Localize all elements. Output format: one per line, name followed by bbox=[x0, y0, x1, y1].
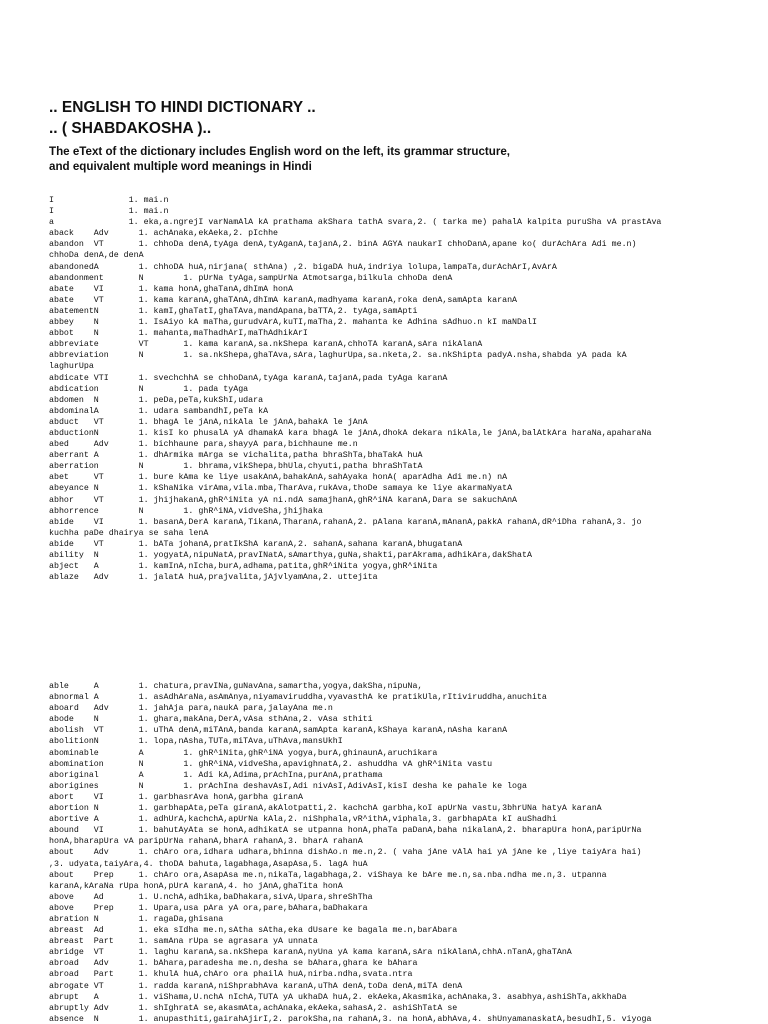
dictionary-entry-line: abject A 1. kamInA,nIcha,burA,adhama,patita,ghR^iNita yogya,ghR^iNita bbox=[49, 562, 438, 572]
dictionary-entry-line: abide VT 1. bATa johanA,pratIkShA karanA,2. sahanA,sahana karanA,bhugatanA bbox=[49, 539, 463, 549]
dictionary-entry-line: I 1. mai.n bbox=[49, 207, 169, 217]
dictionary-entry-line: abominable A 1. ghR^iNita,ghR^iNA yogya,burA,ghinaunA,aruchikara bbox=[49, 748, 438, 758]
dictionary-entry-line: abate VT 1. kama karanA,ghaTAnA,dhImA karanA,madhyama karanA,roka denA,samApta karanA bbox=[49, 295, 518, 305]
dictionary-entry-line: laghurUpa bbox=[49, 362, 94, 372]
dictionary-entry-line: abeyance N 1. kShaNika virAma,vila.mba,TharAva,rukAva,thoDe samaya ke liye akarmaNyatA bbox=[49, 484, 513, 494]
dictionary-entry-line: abduct VT 1. bhagA le jAnA,nikAla le jAnA,bahakA le jAnA bbox=[49, 417, 368, 427]
dictionary-entry-line: abolish VT 1. uThA denA,miTAnA,banda karanA,samApta karanA,kShaya karanA,nAsha karanA bbox=[49, 726, 508, 736]
dictionary-entry-line: abet VT 1. bure kAma ke liye usakAnA,bahakAnA,sahAyaka honA( aparAdha Adi me.n) nA bbox=[49, 473, 508, 483]
dictionary-entry-line: abdomen N 1. peDa,peTa,kukShI,udara bbox=[49, 395, 264, 405]
dictionary-entry-line: I 1. mai.n bbox=[49, 196, 169, 205]
dictionary-entry-line: aboard Adv 1. jahAja para,naukA para,jalayAna me.n bbox=[49, 704, 333, 714]
dictionary-entry-line: abruptly Adv 1. shIghratA se,akasmAta,achAnaka,ekAeka,sahasA,2. ashiShTatA se bbox=[49, 1003, 458, 1013]
dictionary-entry-line: aborigines N 1. prAchIna deshavAsI,Adi nivAsI,AdivAsI,kisI desha ke pahale ke loga bbox=[49, 781, 527, 791]
dictionary-entry-line: abdication N 1. pada tyAga bbox=[49, 384, 249, 394]
page-title: .. ENGLISH TO HINDI DICTIONARY .. bbox=[49, 99, 316, 116]
dictionary-entry-line: abed Adv 1. bichhaune para,shayyA para,bichhaune me.n bbox=[49, 440, 358, 450]
intro-line: The eText of the dictionary includes English word on the left, its grammar structure, bbox=[49, 145, 511, 158]
dictionary-entry-line: about Adv 1. chAro ora,idhara udhara,bhinna dishAo.n me.n,2. ( vaha jAne vAlA hai yA jAne ke ,liye taiyAra hai) bbox=[49, 848, 642, 858]
dictionary-entry-line: ability N 1. yogyatA,nipuNatA,pravINatA,sAmarthya,guNa,shakti,parAkrama,adhikAra,dakShatA bbox=[49, 551, 532, 560]
intro-text bbox=[49, 144, 749, 174]
dictionary-entry-line: abrogate VT 1. radda karanA,niShprabhAva karanA,uThA denA,toDa denA,miTA denA bbox=[49, 981, 463, 991]
dictionary-entry-line: aboriginal A 1. Adi kA,Adima,prAchIna,purAnA,prathama bbox=[49, 770, 383, 780]
dictionary-entry-line: aberration N 1. bhrama,vikShepa,bhUla,chyuti,patha bhraShTatA bbox=[49, 462, 423, 472]
dictionary-entry-line: aback Adv 1. achAnaka,ekAeka,2. pIchhe bbox=[49, 229, 279, 239]
dictionary-entry-line: abrupt A 1. viShama,U.nchA nIchA,TUTA yA ukhaDA huA,2. ekAeka,Akasmika,achAnaka,3. asabhya,ashiShTa,akkhaDa bbox=[49, 992, 627, 1002]
dictionary-entry-line: abreast Ad 1. eka sIdha me.n,sAtha sAtha,eka dUsare ke bagala me.n,barAbara bbox=[49, 926, 458, 936]
dictionary-entry-line: abdicate VTI 1. svechchhA se chhoDanA,tyAga karanA,tajanA,pada tyAga karanA bbox=[49, 373, 448, 383]
dictionary-entry-line: abode N 1. ghara,makAna,DerA,vAsa sthAna,2. vAsa sthiti bbox=[49, 715, 373, 725]
dictionary-entry-line: abroad Adv 1. bAhara,paradesha me.n,desha se bAhara,ghara ke bAhara bbox=[49, 959, 418, 969]
dictionary-entry-line: abandonment N 1. pUrNa tyAga,sampUrNa Atmotsarga,bilkula chhoDa denA bbox=[49, 273, 453, 283]
dictionary-entry-line: abdominalA 1. udara sambandhI,peTa kA bbox=[49, 406, 269, 416]
dictionary-entry-line: abomination N 1. ghR^iNA,vidveSha,apavighnatA,2. ashuddha vA ghR^iNita vastu bbox=[49, 759, 493, 769]
dictionary-entry-line: abortive A 1. adhUrA,kachchA,apUrNa kAla,2. niShphala,vR^ithA,viphala,3. garbhapAta kI auShadhi bbox=[49, 815, 557, 825]
intro-line: and equivalent multiple word meanings in Hindi bbox=[49, 160, 312, 173]
dictionary-entry-line: about Prep 1. chAro ora,AsapAsa me.n,nikaTa,lagabhaga,2. viShaya ke bAre me.n,sa.nba.ndha me.n,3. utpanna bbox=[49, 870, 607, 880]
dictionary-entry-line: abroad Part 1. khulA huA,chAro ora phailA huA,nirba.ndha,svata.ntra bbox=[49, 970, 413, 980]
dictionary-entry-line: abandon VT 1. chhoDa denA,tyAga denA,tyAganA,tajanA,2. binA AGYA naukarI chhoDanA,apane ko( durAchAra Adi me.n) bbox=[49, 240, 637, 250]
page-subtitle: .. ( SHABDAKOSHA ).. bbox=[49, 120, 212, 137]
dictionary-entry-line: able A 1. chatura,pravINa,guNavAna,samartha,yogya,dakSha,nipuNa, bbox=[49, 682, 423, 691]
dictionary-entry-line: above Ad 1. U.nchA,adhika,baDhakara,sivA,Upara,shreShTha bbox=[49, 892, 373, 902]
dictionary-entry-line: abound VI 1. bahutAyAta se honA,adhikatA se utpanna honA,phaTa paDanA,baha nikalanA,2. bharapUra honA,paripUrNa bbox=[49, 826, 642, 836]
dictionary-entries-block-2 bbox=[49, 681, 764, 1024]
dictionary-entry-line: ablaze Adv 1. jalatA huA,prajvalita,jAjvlyamAna,2. uttejita bbox=[49, 573, 378, 583]
dictionary-entry-line: abandonedA 1. chhoDA huA,nirjana( sthAna) ,2. bigaDA huA,indriya lolupa,lampaTa,durAchArI,AvArA bbox=[49, 262, 557, 272]
dictionary-entry-line: kuchha paDe dhairya se saha lenA bbox=[49, 528, 209, 538]
dictionary-entry-line: abreast Part 1. samAna rUpa se agrasara yA unnata bbox=[49, 937, 318, 947]
dictionary-entry-line: abration N 1. ragaDa,ghisana bbox=[49, 914, 224, 924]
dictionary-entry-line: ,3. udyata,taiyAra,4. thoDA bahuta,lagabhaga,AsapAsa,5. lagA huA bbox=[49, 859, 368, 869]
dictionary-entry-line: above Prep 1. Upara,usa pAra yA ora,pare,bAhara,baDhakara bbox=[49, 903, 368, 913]
dictionary-entry-line: absence N 1. anupasthiti,gairahAjirI,2. parokSha,na rahanA,3. na honA,abhAva,4. shUnyamanaskatA,besudhI,5. viyoga bbox=[49, 1014, 652, 1024]
dictionary-entry-line: abhor VT 1. jhijhakanA,ghR^iNita yA ni.ndA samajhanA,ghR^iNA karanA,Dara se sakuchAnA bbox=[49, 495, 518, 505]
dictionary-entry-line: abolitionN 1. lopa,nAsha,TUTa,miTAva,uThAva,mansUkhI bbox=[49, 737, 343, 747]
dictionary-entry-line: abductionN 1. kisI ko phusalA yA dhamakA kara bhagA le jAnA,dhokA dekara nikAla,le jAnA,balAtkAra haraNa,apaharaNa bbox=[49, 428, 652, 438]
dictionary-entry-line: honA,bharapUra vA paripUrNa rahanA,bharA rahanA,3. bharA rahanA bbox=[49, 837, 363, 847]
dictionary-entry-line: abort VI 1. garbhasrAva honA,garbha giranA bbox=[49, 792, 303, 802]
dictionary-entry-line: aberrant A 1. dhArmika mArga se vichalita,patha bhraShTa,bhaTakA huA bbox=[49, 451, 423, 461]
dictionary-entry-line: karanA,kAraNa rUpa honA,pUrA karanA,4. ho jAnA,ghaTita honA bbox=[49, 881, 343, 891]
dictionary-entry-line: abortion N 1. garbhapAta,peTa giranA,akAlotpatti,2. kachchA garbha,koI apUrNa vastu,3bhrUNa hatyA karanA bbox=[49, 804, 602, 814]
dictionary-entry-line: abbey N 1. IsAiyo kA maTha,gurudvArA,kuTI,maTha,2. mahanta ke Adhina sAdhuo.n kI maNDalI bbox=[49, 318, 537, 328]
dictionary-entry-line: abridge VT 1. laghu karanA,sa.nkShepa karanA,nyUna yA kama karanA,sAra nikAlanA,chhA.nTanA,ghaTAnA bbox=[49, 948, 572, 958]
dictionary-entry-line: abate VI 1. kama honA,ghaTanA,dhImA honA bbox=[49, 284, 293, 294]
dictionary-entry-line: abatementN 1. kamI,ghaTatI,ghaTAva,mandApana,baTTA,2. tyAga,samApti bbox=[49, 306, 418, 316]
dictionary-entry-line: abide VI 1. basanA,DerA karanA,TikanA,TharanA,rahanA,2. pAlana karanA,mAnanA,pakkA rahanA,dR^iDha rahanA,3. jo bbox=[49, 517, 642, 527]
dictionary-entry-line: abhorrence N 1. ghR^iNA,vidveSha,jhijhaka bbox=[49, 506, 323, 516]
dictionary-entry-line: chhoDa denA,de denA bbox=[49, 251, 144, 261]
dictionary-entry-line: abbreviate VT 1. kama karanA,sa.nkShepa karanA,chhoTA karanA,sAra nikAlanA bbox=[49, 340, 483, 350]
dictionary-entries-block-1 bbox=[49, 195, 764, 583]
dictionary-entry-line: abbot N 1. mahanta,maThadhArI,maThAdhikArI bbox=[49, 329, 308, 339]
dictionary-entry-line: abnormal A 1. asAdhAraNa,asAmAnya,niyamaviruddha,vyavasthA ke pratikUla,rItiviruddha,anuchita bbox=[49, 693, 547, 703]
dictionary-entry-line: a 1. eka,a.ngrejI varNamAlA kA prathama akShara tathA svara,2. ( tarka me) pahalA kalpita puruSha vA prastAva bbox=[49, 218, 662, 228]
dictionary-entry-line: abbreviation N 1. sa.nkShepa,ghaTAva,sAra,laghurUpa,sa.nketa,2. sa.nkShipta padyA.nsha,shabda yA pada kA bbox=[49, 351, 627, 361]
